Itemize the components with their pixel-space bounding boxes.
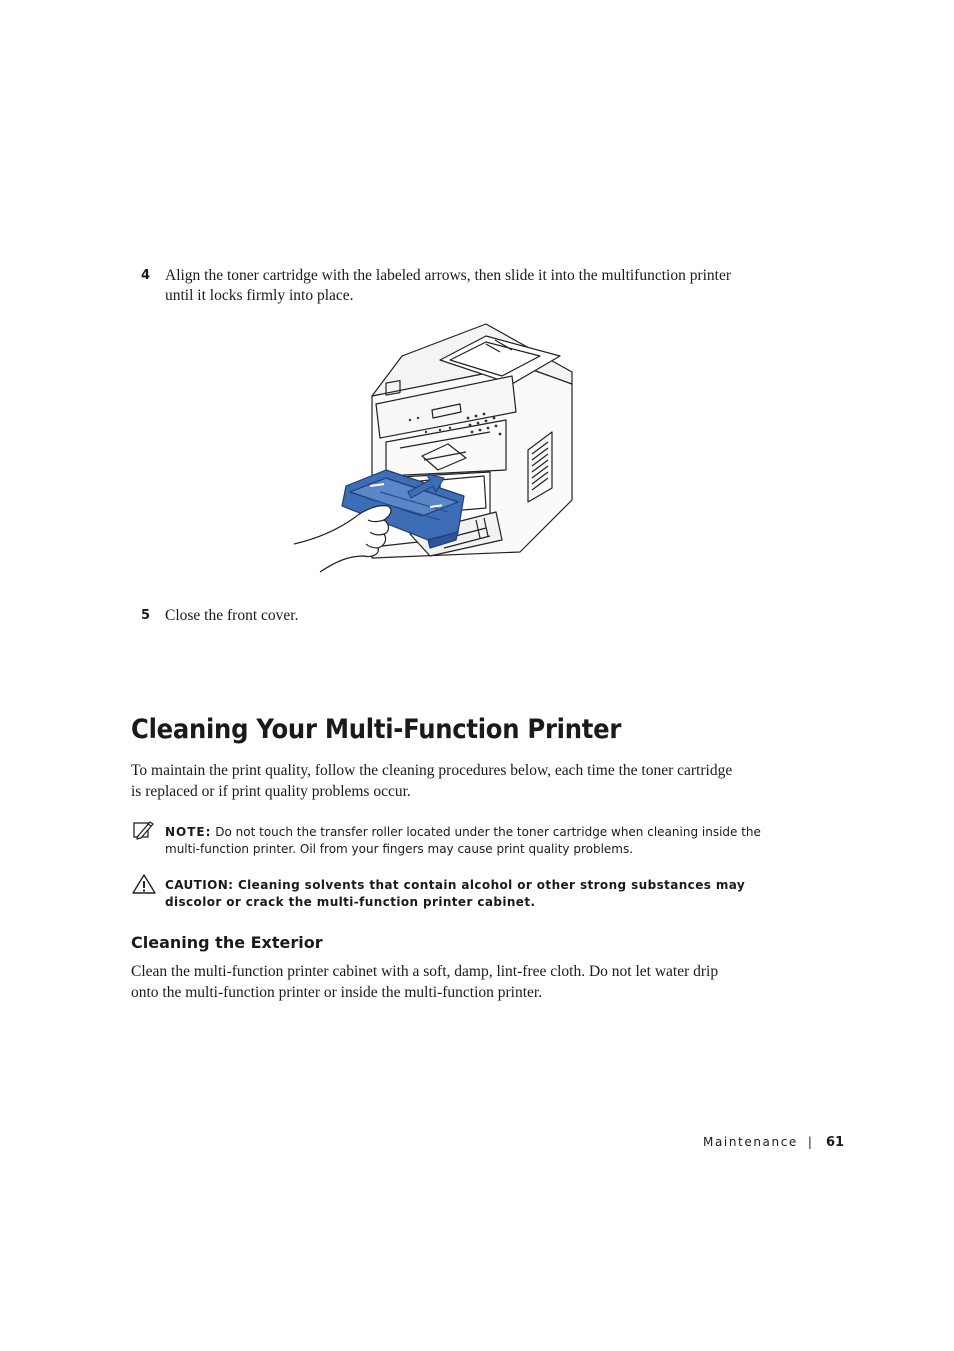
step-number: 5 [141, 608, 151, 623]
caution-text: Cleaning solvents that contain alcohol or other strong substances may discolor or crack the multi-function printer cabinet. [165, 878, 746, 909]
page-footer [703, 1133, 844, 1151]
note-label: NOTE: [165, 825, 212, 839]
note-text: Do not touch the transfer roller located under the toner cartridge when cleaning inside the multi-function printer. Oil from your fingers may cause print quality problems. [165, 825, 761, 856]
section-title: Cleaning Your Multi-Function Printer [131, 714, 622, 745]
printer-toner-insertion-illustration [290, 320, 580, 578]
warning-triangle-icon [131, 873, 157, 895]
caution-block [165, 877, 765, 911]
subsection-title: Cleaning the Exterior [131, 933, 323, 952]
footer-section: Maintenance [703, 1135, 798, 1149]
page-number: 61 [825, 1135, 845, 1150]
footer-separator: | [807, 1135, 812, 1149]
step-text: Align the toner cartridge with the labeled arrows, then slide it into the multifunction printer until it locks firmly into place. [165, 267, 732, 304]
caution-label: CAUTION: [165, 878, 234, 892]
subsection-body: Clean the multi-function printer cabinet with a soft, damp, lint-free cloth. Do not let water drip onto the multi-function printer or inside the multi-function printer. [131, 963, 719, 1001]
note-block [165, 824, 765, 858]
pencil-note-icon [133, 820, 155, 840]
section-intro: To maintain the print quality, follow the cleaning procedures below, each time the toner cartridge is replaced or if print quality problems occur. [131, 762, 733, 800]
step-text: Close the front cover. [165, 607, 299, 624]
step-number: 4 [141, 268, 151, 283]
